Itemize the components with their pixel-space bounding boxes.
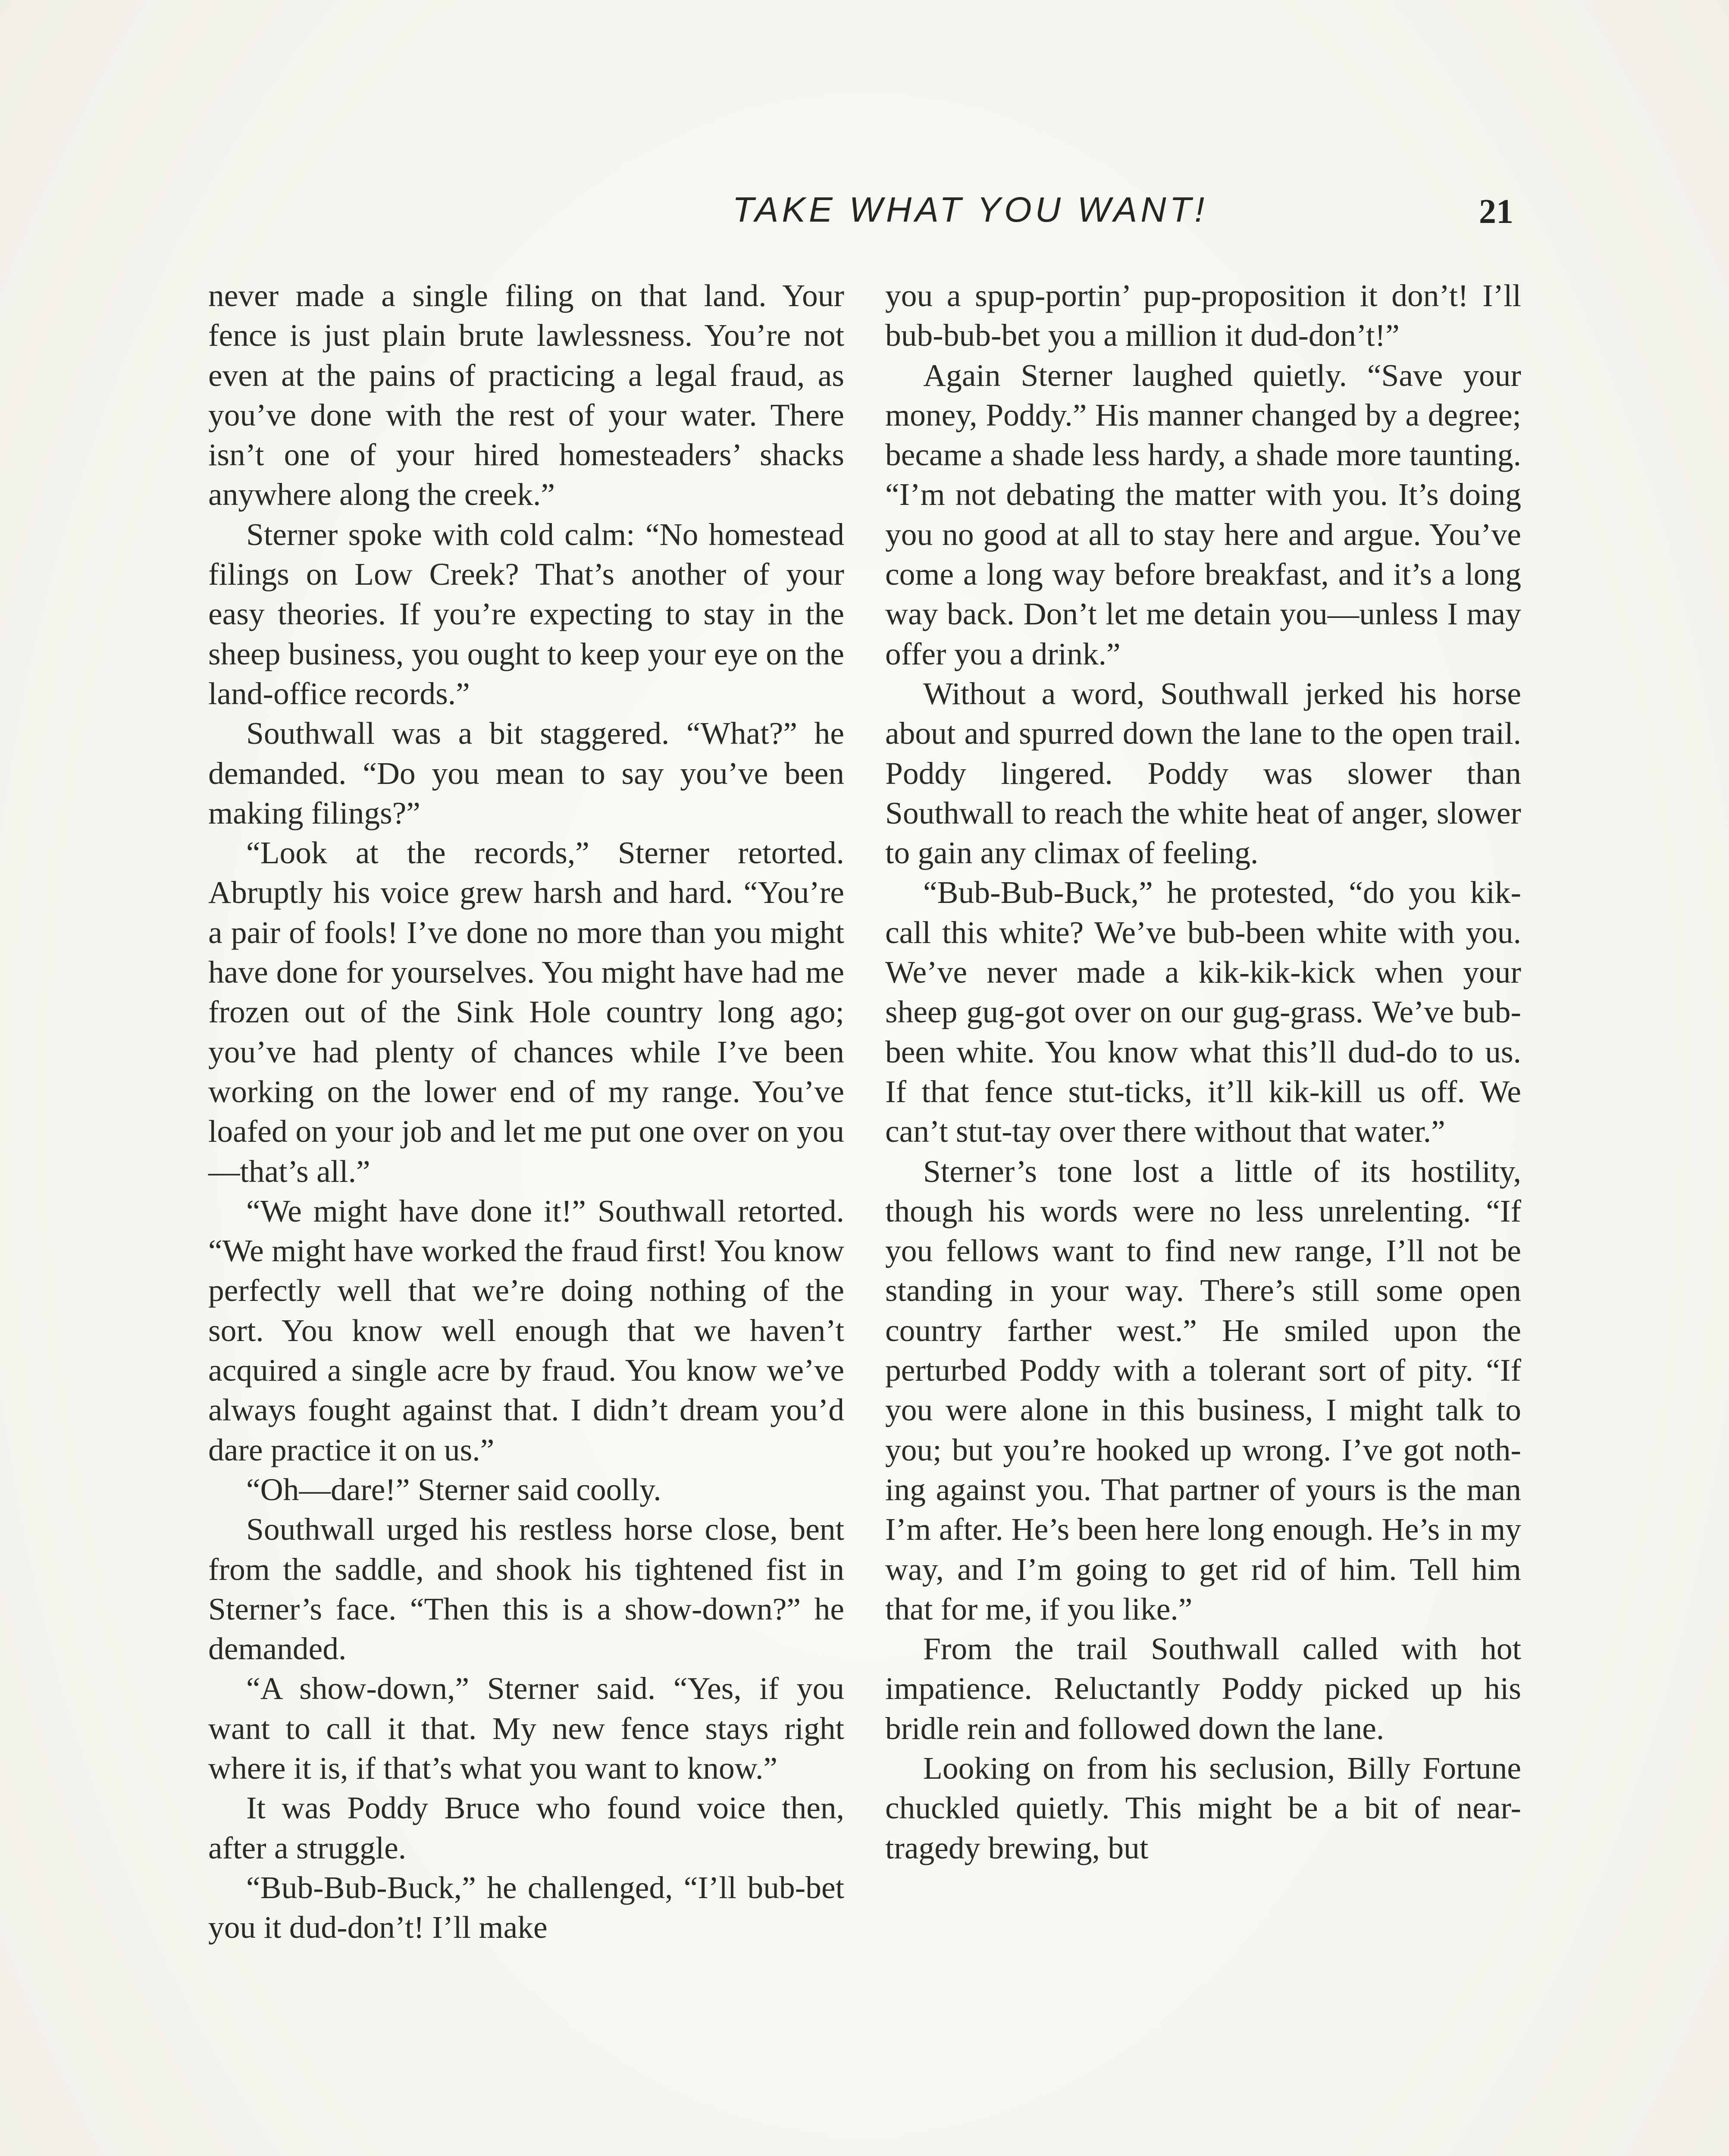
paragraph: It was Poddy Bruce who found voice then, after a struggle. bbox=[208, 1790, 844, 1865]
paragraph: Sterner’s tone lost a little of its hostility, though his words were no less unrelenting. “If you fellows want to find new range, I’ll not be standing in your way. There’s still some open country farther west.” He smiled upon the perturbed Poddy with a tolerant sort of pity. “If you were alone in this business, I might talk to you; but you’re hooked up wrong. I’ve got nothing against you. That partner of yours is the man I’m after. He’s been here long enough. He’s in my way, and I’m going to get rid of him. Tell him that for me, if you like.” bbox=[885, 1153, 1521, 1626]
paragraph: you a spup-portin’ pup-proposition it don’t! I’ll bub-bub-bet you a million it dud-don’t!” bbox=[885, 278, 1521, 353]
paragraph: Without a word, Southwall jerked his horse about and spurred down the lane to the open trail. Poddy lingered. Poddy was slower than Southwall to reach the white heat of anger, slower to gain any climax of feeling. bbox=[885, 676, 1521, 871]
running-title: TAKE WHAT YOU WANT! bbox=[732, 190, 1208, 229]
right-column bbox=[885, 276, 1521, 1868]
paragraph: Southwall was a bit staggered. “What?” he demanded. “Do you mean to say you’ve been making filings?” bbox=[208, 716, 844, 830]
paragraph: “Bub-Bub-Buck,” he challenged, “I’ll bub-bet you it dud-don’t! I’ll make bbox=[208, 1870, 844, 1945]
paragraph: never made a single filing on that land. Your fence is just plain brute lawlessness. You’re not even at the pains of practicing a legal fraud, as you’ve done with the rest of your water. There isn’t one of your hired homesteaders’ shacks anywhere along the creek.” bbox=[208, 278, 844, 512]
paragraph: “Oh—dare!” Sterner said coolly. bbox=[246, 1472, 661, 1507]
page-number: 21 bbox=[1479, 193, 1513, 231]
paragraph: From the trail Southwall called with hot impatience. Reluctantly Poddy picked up his bridle rein and followed down the lane. bbox=[885, 1631, 1521, 1746]
left-column bbox=[208, 276, 844, 1947]
paragraph: “Look at the records,” Sterner retorted. Abruptly his voice grew harsh and hard. “You’re a pair of fools! I’ve done no more than you might have done for yourselves. You might have had me frozen out of the Sink Hole country long ago; you’ve had plenty of chances while I’ve been working on the lower end of my range. You’ve loafed on your job and let me put one over on you—that’s all.” bbox=[208, 835, 844, 1189]
paragraph: Looking on from his seclusion, Billy Fortune chuckled quietly. This might be a bit of near-tragedy brewing, but bbox=[885, 1750, 1521, 1865]
paragraph: “We might have done it!” Southwall retorted. “We might have worked the fraud first! You know perfectly well that we’re doing nothing of the sort. You know well enough that we haven’t acquired a single acre by fraud. You know we’ve always fought against that. I didn’t dream you’d dare practice it on us.” bbox=[208, 1193, 844, 1467]
paragraph: “Bub-Bub-Buck,” he protested, “do you kik-call this white? We’ve bub-been white with you. We’ve never made a kik-kik-kick when your sheep gug-got over on our gug-grass. We’ve bub-been white. You know what this’ll dud-do to us. If that fence stut-ticks, it’ll kik-kill us off. We can’t stut-tay over there without that water.” bbox=[885, 875, 1521, 1149]
paragraph: Southwall urged his restless horse close, bent from the saddle, and shook his tightened fist in Sterner’s face. “Then this is a show-down?” he demanded. bbox=[208, 1512, 844, 1667]
paragraph: “A show-down,” Sterner said. “Yes, if you want to call it that. My new fence stays right where it is, if that’s what you want to know.” bbox=[208, 1671, 844, 1786]
paragraph: Again Sterner laughed quietly. “Save your money, Poddy.” His manner changed by a degree; became a shade less hardy, a shade more taunting. “I’m not debating the matter with you. It’s doing you no good at all to stay here and argue. You’ve come a long way before breakfast, and it’s a long way back. Don’t let me detain you—unless I may offer you a drink.” bbox=[885, 357, 1521, 671]
paragraph: Sterner spoke with cold calm: “No homestead filings on Low Creek? That’s another of your easy theories. If you’re expecting to stay in the sheep business, you ought to keep your eye on the land-office records.” bbox=[208, 517, 844, 711]
